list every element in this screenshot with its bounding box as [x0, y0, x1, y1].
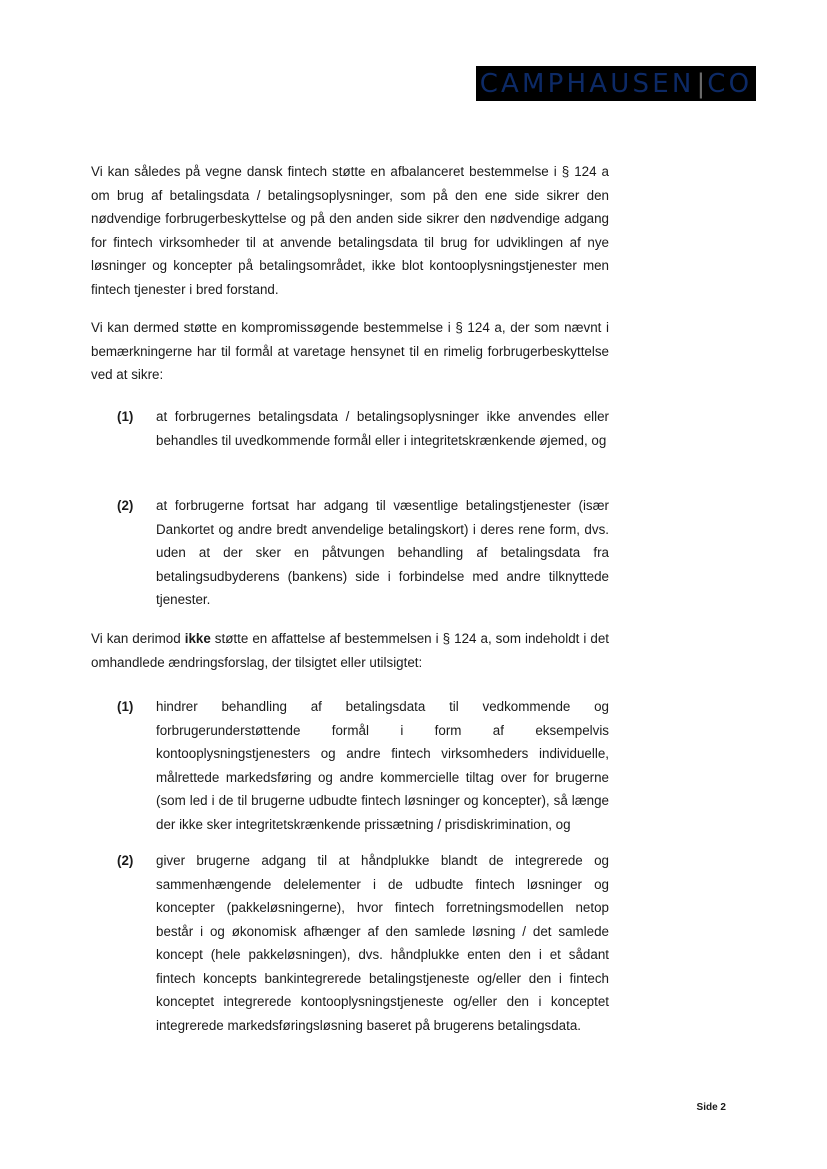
company-logo — [476, 66, 756, 101]
paragraph-1: Vi kan således på vegne dansk fintech støtte en afbalanceret bestemmelse i § 124 a om brug af betalingsdata / betalingsoplysninger, som på den ene side sikrer den nødvendige forbrugerbeskyttelse og på den anden side sikrer den nødvendige adgang for fintech virksomheder til at anvende betalingsdata til brug for udviklingen af nye løsninger og koncepter på betalingsområdet, ikke blot kontooplysningstjenester men fintech tjenester i bred forstand. — [91, 164, 609, 297]
list2-item-1 — [117, 695, 609, 836]
page-number: Side 2 — [696, 1102, 726, 1113]
list-item-text: at forbrugernes betalingsdata / betalingsoplysninger ikke anvendes eller behandles til uvedkommende formål eller i integritetskrænkende øjemed, og — [156, 409, 609, 448]
logo-suffix: CO — [707, 68, 753, 99]
list-item-number: (2) — [117, 853, 134, 868]
paragraph-3-end: støtte en affattelse af bestemmelsen i § 124 a, som indeholdt i det omhandlede ændringsforslag, der tilsigtet eller utilsigtet: — [91, 631, 610, 670]
logo-separator: | — [696, 68, 706, 99]
list-item-text: hindrer behandling af betalingsdata til vedkommende og forbrugerunderstøttende formål i form af eksempelvis kontooplysningstjenesters og andre fintech virksomheders individuelle, målrettede markedsføring og andre kommercielle tiltag over for brugerne (som led i de til brugerne udbudte fintech løsninger og koncepter), så længe der ikke sker integritetskrænkende prissætning / prisdiskrimination, og — [156, 699, 609, 832]
logo-name: CAMPHAUSEN — [479, 68, 695, 99]
list1-item-2 — [117, 494, 609, 612]
list-item-text: giver brugerne adgang til at håndplukke blandt de integrerede og sammenhængende delelementer i de udbudte fintech løsninger og koncepter (pakkeløsningerne), hvor fintech forretningsmodellen netop består i og økonomisk afhænger af den samlede løsning / det samlede koncept (hele pakkeløsningen), dvs. håndplukke enten den i et sådant fintech koncepts bankintegrerede betalingstjeneste og/eller den i fintech konceptet integrerede kontooplysningstjeneste og/eller den i konceptet integrerede markedsføringsløsning baseret på brugerens betalingsdata. — [156, 853, 609, 1033]
paragraph-3-emphasis: ikke — [184, 631, 211, 646]
paragraph-3-start: Vi kan derimod — [91, 631, 185, 646]
paragraph-2: Vi kan dermed støtte en kompromissøgende bestemmelse i § 124 a, der som nævnt i bemærkningerne har til formål at varetage hensynet til en rimelig forbrugerbeskyttelse ved at sikre: — [91, 320, 609, 382]
paragraph-3 — [91, 627, 609, 674]
list-item-number: (1) — [117, 409, 134, 424]
list-item-text: at forbrugerne fortsat har adgang til væsentlige betalingstjenester (især Dankortet og andre bredt anvendelige betalingskort) i deres rene form, dvs. uden at der sker en påtvungen behandling af betalingsdata fra betalingsudbyderens (bankens) side i forbindelse med andre tilknyttede tjenester. — [156, 498, 609, 607]
list1-item-1 — [117, 405, 609, 452]
list-item-number: (1) — [117, 699, 134, 714]
list-item-number: (2) — [117, 498, 134, 513]
list2-item-2 — [117, 849, 609, 1037]
